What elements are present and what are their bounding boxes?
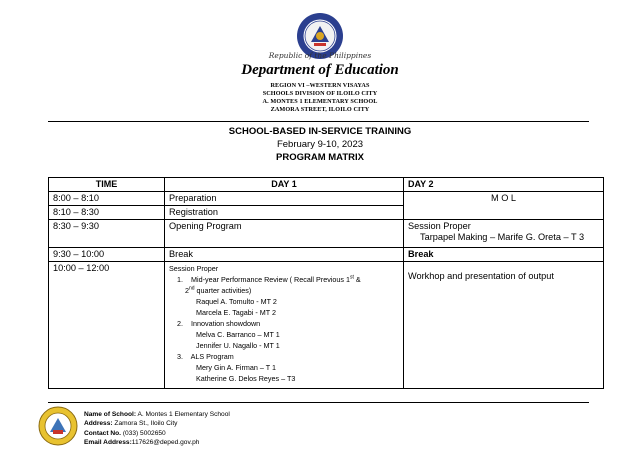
presenter: Katherine G. Delos Reyes – T3	[196, 374, 296, 383]
day1-cell: Registration	[165, 206, 404, 220]
training-dates: February 9-10, 2023	[276, 139, 364, 150]
region-line: REGION VI –WESTERN VISAYAS	[270, 82, 370, 89]
table-header-row	[49, 178, 604, 192]
session-title: Session Proper	[169, 264, 219, 273]
division-line: SCHOOLS DIVISION OF ILOILO CITY	[262, 90, 378, 97]
presenter: Jennifer U. Nagallo - MT 1	[196, 341, 280, 350]
footer-divider	[48, 402, 589, 403]
day2-workshop: Workhop and presentation of output	[408, 271, 554, 281]
day1-cell: Break	[165, 248, 404, 262]
list-item: 1. Mid-year Performance Review ( Recall Previous 1st &	[177, 274, 361, 284]
header-day2: DAY 2	[404, 178, 604, 192]
footer-email: Email Address:117626@deped.gov.ph	[84, 438, 200, 446]
day2-cell: Break	[404, 248, 604, 262]
program-matrix-title: PROGRAM MATRIX	[276, 152, 364, 163]
program-matrix-table	[48, 177, 604, 389]
mol-label: M O L	[490, 193, 516, 203]
day2-cell	[404, 220, 604, 248]
presenter: Melva C. Barranco – MT 1	[196, 330, 280, 339]
header-day1: DAY 1	[165, 178, 404, 192]
time-cell: 8:10 – 8:30	[49, 206, 165, 220]
footer-school-name: Name of School: A. Montes 1 Elementary School	[84, 411, 230, 418]
presenter: Mery Gin A. Firman – T 1	[196, 363, 277, 372]
training-title: SCHOOL-BASED IN-SERVICE TRAINING	[228, 126, 412, 137]
presenter: Marcela E. Tagabi - MT 2	[196, 308, 277, 317]
table-row	[49, 192, 604, 206]
footer-contact: Contact No. (033) 5002650	[84, 429, 166, 437]
day2-mol-cell	[404, 192, 604, 220]
table-row	[49, 248, 604, 262]
street-line: ZAMORA STREET, ILOILO CITY	[270, 106, 370, 113]
school-line: A. MONTES 1 ELEMENTARY SCHOOL	[262, 98, 378, 105]
list-item-continuation: 2nd quarter activities)	[185, 285, 252, 295]
list-item: 2. Innovation showdown	[177, 319, 261, 328]
day1-cell: Opening Program	[165, 220, 404, 248]
day2-session-title: Session Proper	[408, 221, 471, 231]
header-time: TIME	[49, 178, 165, 192]
time-cell: 9:30 – 10:00	[49, 248, 165, 262]
footer-address: Address: Zamora St., Iloilo City	[84, 420, 178, 428]
time-cell: 8:00 – 8:10	[49, 192, 165, 206]
republic-text: Republic of the Philippines	[268, 51, 372, 60]
day1-session-cell	[165, 262, 404, 389]
list-item: 3. ALS Program	[177, 352, 234, 361]
day2-session-detail: Tarpapel Making – Marife G. Oreta – T 3	[420, 232, 585, 242]
table-row	[49, 262, 604, 389]
header-divider	[48, 121, 589, 122]
table-row	[49, 220, 604, 248]
school-logo-icon	[38, 406, 78, 446]
department-title: Department of Education	[241, 62, 399, 78]
presenter: Raquel A. Tomulto - MT 2	[196, 297, 277, 306]
time-cell: 10:00 – 12:00	[49, 262, 165, 389]
time-cell: 8:30 – 9:30	[49, 220, 165, 248]
day2-cell	[404, 262, 604, 389]
day1-cell: Preparation	[165, 192, 404, 206]
school-contact-info	[84, 410, 230, 447]
